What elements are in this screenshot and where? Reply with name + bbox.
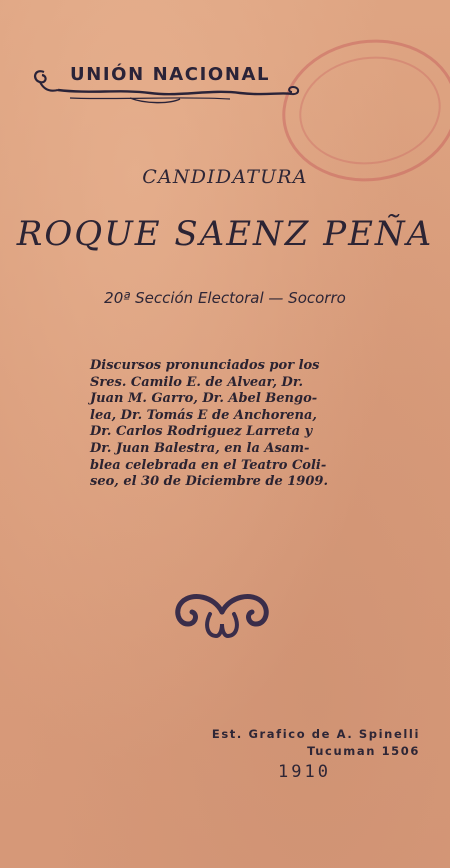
speeches-line: Dr. Juan Balestra, en la Asam- bbox=[90, 440, 310, 456]
printer-address: Tucuman 1506 bbox=[307, 744, 420, 758]
speeches-line: seo, el 30 de Diciembre de 1909. bbox=[90, 474, 328, 490]
speeches-line: Discursos pronunciados por los bbox=[90, 358, 320, 373]
candidate-name: ROQUE SAENZ PEÑA bbox=[16, 214, 434, 254]
organization-title: UNIÓN NACIONAL bbox=[70, 64, 271, 85]
speeches-paragraph bbox=[90, 358, 362, 491]
speeches-line: lea, Dr. Tomás E de Anchorena, bbox=[90, 407, 317, 423]
speeches-line: Dr. Carlos Rodriguez Larreta y bbox=[90, 424, 313, 440]
header-block bbox=[30, 58, 302, 108]
printer-name: Est. Grafico de A. Spinelli bbox=[211, 727, 420, 741]
double-swirl-icon bbox=[174, 590, 270, 640]
speeches-line: Sres. Camilo E. de Alvear, Dr. bbox=[90, 374, 304, 390]
publication-year: 1910 bbox=[278, 762, 331, 782]
speeches-line: Juan M. Garro, Dr. Abel Bengo- bbox=[90, 391, 318, 407]
electoral-section: 20ª Sección Electoral — Socorro bbox=[104, 289, 346, 307]
speeches-line: blea celebrada en el Teatro Coli- bbox=[90, 457, 327, 473]
printer-imprint bbox=[206, 726, 420, 760]
candidatura-heading: CANDIDATURA bbox=[142, 166, 308, 188]
